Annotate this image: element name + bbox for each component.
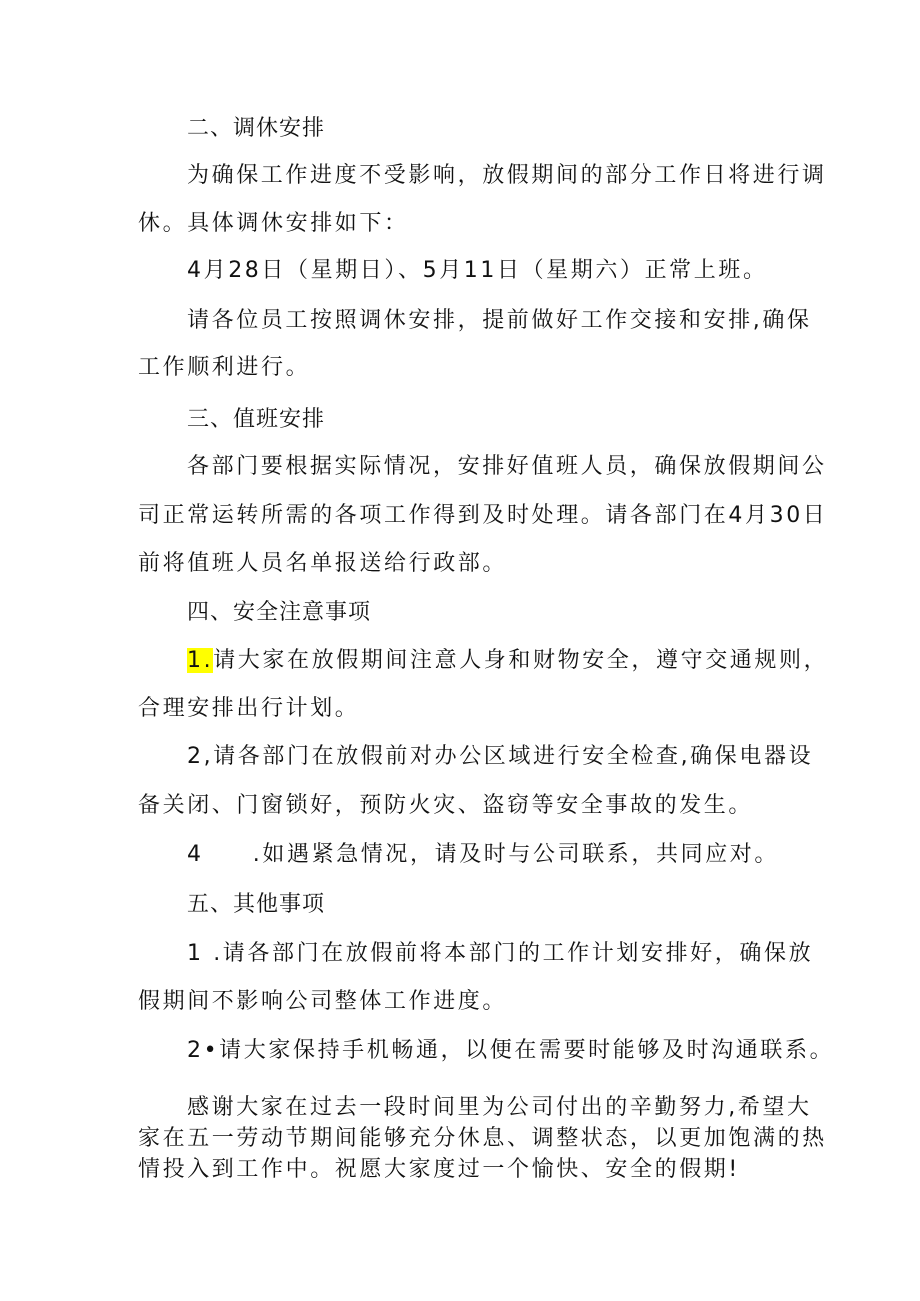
list-item-line: 2•请大家保持手机畅通，以便在需要时能够及时沟通联系。	[187, 1038, 835, 1063]
list-item-line: 2,请各部门在放假前对办公区域进行安全检查,确保电器设	[187, 744, 814, 769]
heading-2: 二、调休安排	[187, 116, 326, 141]
paragraph-line: 工作顺利进行。	[138, 355, 311, 380]
list-item-line: 1.请大家在放假期间注意人身和财物安全，遵守交通规则，	[187, 648, 829, 673]
paragraph-line: 前将值班人员名单报送给行政部。	[138, 551, 508, 576]
paragraph-line: 各部门要根据实际情况，安排好值班人员，确保放假期间公	[187, 454, 827, 479]
closing-line: 情投入到工作中。祝愿大家度过一个愉快、安全的假期!	[138, 1157, 740, 1182]
paragraph-line: 请各位员工按照调休安排，提前做好工作交接和安排,确保	[187, 308, 812, 333]
heading-3: 三、值班安排	[187, 407, 326, 432]
paragraph-line: 4月28日（星期日）、5月11日（星期六）正常上班。	[187, 258, 768, 283]
list-item-line: 4 .如遇紧急情况，请及时与公司联系，共同应对。	[187, 842, 779, 867]
heading-5: 五、其他事项	[187, 892, 326, 917]
paragraph-line: 为确保工作进度不受影响，放假期间的部分工作日将进行调	[187, 163, 827, 188]
closing-line: 家在五一劳动节期间能够充分休息、调整状态，以更加饱满的热	[138, 1126, 827, 1151]
list-item-line: 1 .请各部门在放假前将本部门的工作计划安排好，确保放	[187, 941, 814, 966]
paragraph-line: 假期间不影响公司整体工作进度。	[138, 989, 508, 1014]
heading-4: 四、安全注意事项	[187, 600, 372, 625]
paragraph-line: 备关闭、门窗锁好，预防火灾、盗窃等安全事故的发生。	[138, 793, 754, 818]
paragraph-line: 合理安排出行计划。	[138, 696, 360, 721]
highlighted-list-number: 1.	[187, 648, 214, 673]
paragraph-line: 司正常运转所需的各项工作得到及时处理。请各部门在4月30日	[138, 503, 828, 528]
paragraph-line: 休。具体调休安排如下：	[138, 211, 409, 236]
closing-line: 感谢大家在过去一段时间里为公司付出的辛勤努力,希望大	[187, 1095, 812, 1120]
